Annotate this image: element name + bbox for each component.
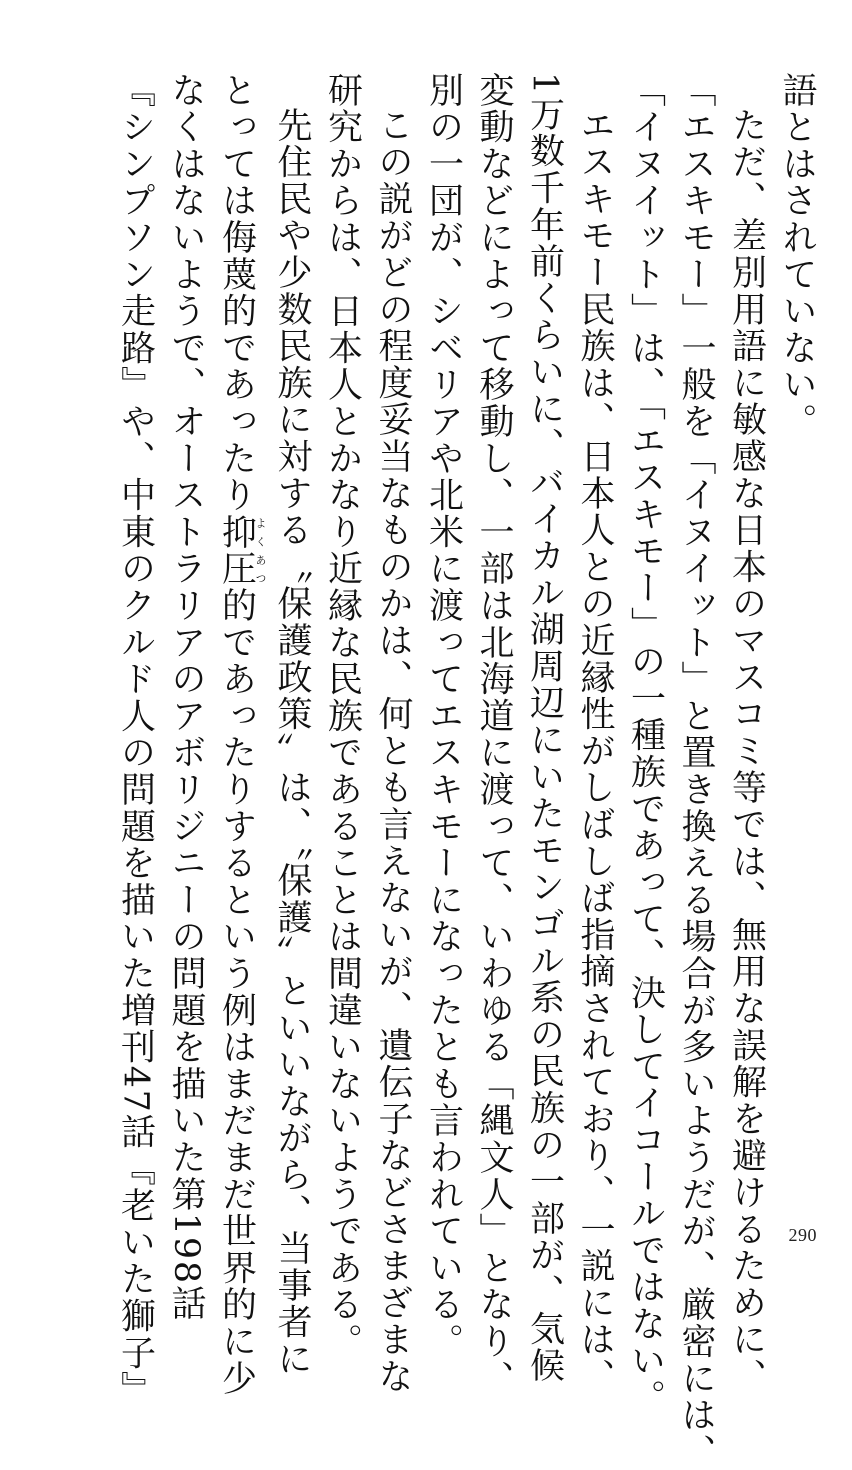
text-line: なくはないようで、オーストラリアのアボリジニーの問題を描いた第198話 <box>166 72 206 1322</box>
text-line: 別の一団が、シベリアや北米に渡ってエスキモーになったとも言われている。 <box>423 72 464 1360</box>
text-line: 「イヌイット」は、「エスキモー」の一種族であって、決してイコールではない。 <box>625 72 666 1417</box>
text-line-with-ruby <box>211 72 267 1397</box>
text-segment: とっては侮蔑的であったり <box>216 72 257 514</box>
text-line: 研究からは、日本人とかなり近縁な民族であることは間違いないようである。 <box>322 72 363 1360</box>
text-line: エスキモー民族は、日本人との近縁性がしばしば指摘されており、一説には、 <box>575 107 615 1395</box>
text-line: 『シンプソン走路』や、中東のクルド人の問題を描いた増刊47話『老いた獅子』 <box>115 72 156 1409</box>
ruby-reading: よく <box>254 513 267 551</box>
text-segment: 的であったりするという例はまだまだ世界的に少 <box>216 587 257 1397</box>
text-line: この説がどの程度妥当なものかは、何とも言えないが、遺伝子などさまざまな <box>373 107 413 1395</box>
ruby-annotation: 抑よく <box>216 513 267 551</box>
ruby-reading: あつ <box>254 550 267 588</box>
text-line: 変動などによって移動し、一部は北海道に渡って、いわゆる「縄文人」となり、 <box>474 72 514 1397</box>
text-line: 語とはされていない。 <box>777 72 817 440</box>
text-line: ただ、差別用語に敏感な日本のマスコミ等では、無用な誤解を避けるために、 <box>726 107 767 1395</box>
text-line: 先住民や少数民族に対する〝保護政策〟は、〝保護〟といいながら、当事者に <box>272 107 312 1378</box>
ruby-annotation: 圧あつ <box>216 550 267 588</box>
page-number: 290 <box>788 1225 817 1245</box>
text-line: 「エスキモー」一般を「イヌイット」と置き換える場合が多いようだが、厳密には、 <box>676 72 716 1470</box>
text-line: 1万数千年前くらいに、バイカル湖周辺にいたモンゴル系の民族の一部が、気候 <box>524 72 565 1385</box>
